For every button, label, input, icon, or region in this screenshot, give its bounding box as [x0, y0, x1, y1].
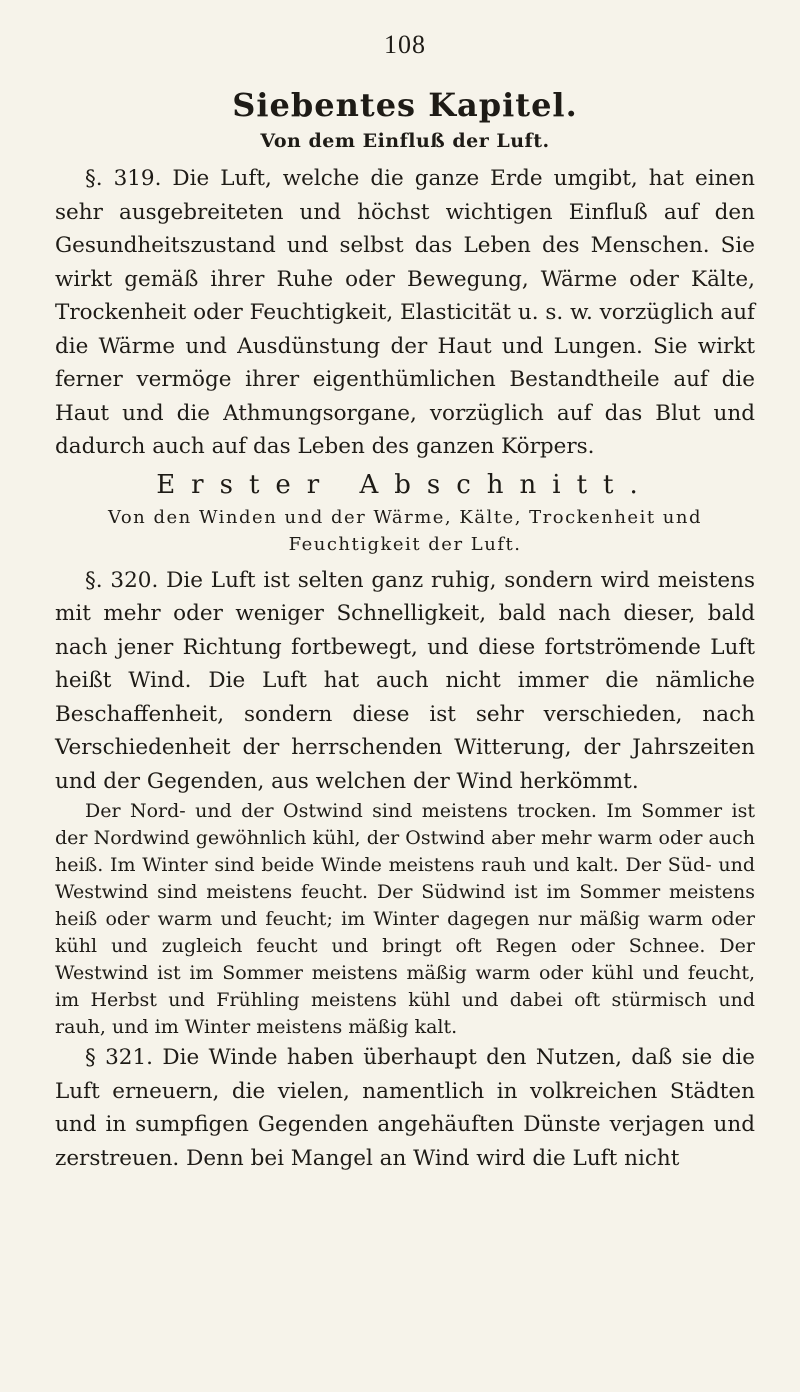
chapter-subtitle: Von dem Einfluß der Luft.: [260, 130, 550, 152]
book-page: [55, 30, 755, 1175]
paragraph-321: § 321. Die Winde haben überhaupt den Nutzen, daß sie die Luft erneuern, die vielen, namentlich in volkreichen Städten und in sumpfigen Gegenden angehäuften Dünste verjagen und zerstreuen. Denn bei Mangel an Wind wird die Luft nicht: [55, 1045, 755, 1171]
page-number: 108: [384, 30, 426, 59]
section-subheading: Von den Winden und der Wärme, Kälte, Trockenheit und Feuchtigkeit der Luft.: [108, 506, 702, 555]
paragraph-320: §. 320. Die Luft ist selten ganz ruhig, sondern wird meistens mit mehr oder weniger Schnelligkeit, bald nach dieser, bald nach jener Richtung fortbewegt, und diese fortströmende Luft heißt Wind. Die Luft hat auch nicht immer die nämliche Beschaffenheit, sondern diese ist sehr verschieden, nach Verschiedenheit der herrschenden Witterung, der Jahrszeiten und der Gegenden, aus welchen der Wind herkömmt.: [55, 567, 755, 794]
section-heading: Erster Abschnitt.: [156, 469, 654, 500]
paragraph-319: §. 319. Die Luft, welche die ganze Erde umgibt, hat einen sehr ausgebreiteten und höchst wichtigen Einfluß auf den Gesundheitszustand und selbst das Leben des Menschen. Sie wirkt gemäß ihrer Ruhe oder Bewegung, Wärme oder Kälte, Trockenheit oder Feuchtigkeit, Elasticität u. s. w. vorzüglich auf die Wärme und Ausdünstung der Haut und Lungen. Sie wirkt ferner vermöge ihrer eigenthümlichen Bestandtheile auf die Haut und die Athmungsorgane, vorzüglich auf das Blut und dadurch auch auf das Leben des ganzen Körpers.: [55, 166, 756, 459]
paragraph-winds: Der Nord- und der Ostwind sind meistens trocken. Im Sommer ist der Nordwind gewöhnlich kühl, der Ostwind aber mehr warm oder auch heiß. Im Winter sind beide Winde meistens rauh und kalt. Der Süd- und Westwind sind meistens feucht. Der Südwind ist im Sommer meistens heiß oder warm und feucht; im Winter dagegen nur mäßig warm oder kühl und zugleich feucht und bringt oft Regen oder Schnee. Der Westwind ist im Sommer meistens mäßig warm oder kühl und feucht, im Herbst und Frühling meistens kühl und dabei oft stürmisch und rauh, und im Winter meistens mäßig kalt.: [55, 800, 755, 1038]
chapter-title: Siebentes Kapitel.: [232, 86, 578, 124]
